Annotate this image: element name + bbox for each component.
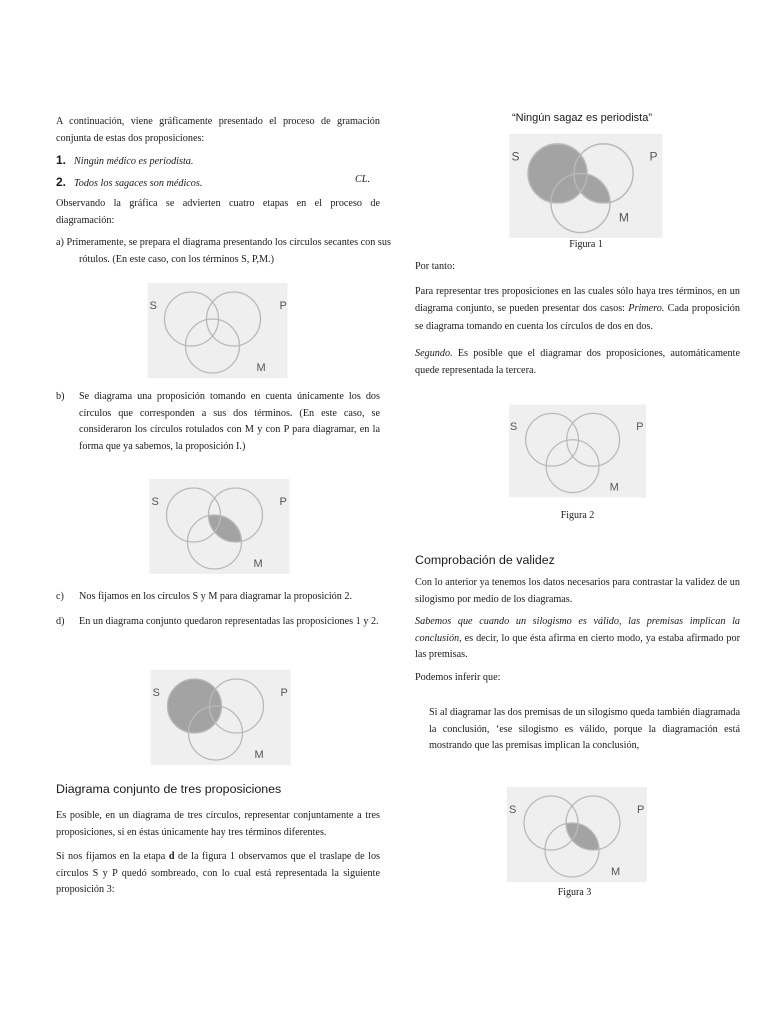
label-p: P <box>649 149 658 164</box>
label-m: M <box>256 362 266 374</box>
venn-figura-1 <box>506 134 666 238</box>
label-p: P <box>280 687 288 699</box>
label-s: S <box>509 420 518 433</box>
section-heading-validity: Comprobación de validez <box>415 553 555 567</box>
step-c <box>56 589 380 606</box>
venn-diagram-d <box>150 670 291 765</box>
step-b <box>56 389 380 455</box>
figura-2-caption: Figura 2 <box>560 510 595 521</box>
label-p: P <box>636 420 644 433</box>
primero-em: Primero. <box>628 303 665 315</box>
venn-figura-2 <box>509 404 646 498</box>
proposition-2-tag: CL. <box>355 174 371 185</box>
step-b-text: Se diagrama una proposición tomando en cuenta únicamente los dos círculos que corresponden a sus dos términos. (En este caso, se consideraron los círculos rotulados con M y con P para diagramar, en la forma que ya sabemos, la proposición I.) <box>79 391 380 452</box>
proposition-2-text: Todos los sagaces son médicos. <box>74 178 203 189</box>
por-tanto: Por tanto: <box>415 261 455 272</box>
quote-title: “Ningún sagaz es periodista” <box>512 112 653 124</box>
stage-d-text-b: de la figura 1 observamos que el traslape de los círculos S y P quedó sombreado, con lo cual está representada la siguiente proposición 3: <box>56 851 381 896</box>
label-p: P <box>279 300 287 312</box>
venn-diagram-a <box>147 283 288 378</box>
label-p: P <box>637 804 645 816</box>
proposition-1-text: Ningún médico es periodista. <box>74 156 194 167</box>
label-m: M <box>254 749 264 761</box>
figura-1-caption: Figura 1 <box>569 239 603 250</box>
label-s: S <box>151 496 159 508</box>
venn-figura-3 <box>507 787 647 882</box>
stage-d-paragraph <box>56 849 380 899</box>
step-d <box>56 614 380 631</box>
podemos-inferir: Podemos inferir que: <box>415 672 501 683</box>
label-m: M <box>609 481 619 494</box>
label-s: S <box>149 300 157 312</box>
label-s: S <box>152 687 160 699</box>
step-b-label: b) <box>56 391 65 402</box>
label-s: S <box>511 149 520 164</box>
stage-d-bold: d <box>168 851 175 862</box>
segundo-paragraph <box>415 346 740 379</box>
proposition-1 <box>56 151 380 169</box>
label-m: M <box>611 866 621 878</box>
intro-paragraph: A continuación, viene gráficamente presentado el proceso de gramación conjunta de estas dos proposiciones: <box>56 116 380 144</box>
venn-diagram-b <box>149 479 290 574</box>
label-s: S <box>509 804 517 816</box>
label-m: M <box>618 210 629 225</box>
segundo-em: Segundo. <box>415 348 453 359</box>
step-d-text: En un diagrama conjunto quedaron representadas las proposiciones 1 y 2. <box>79 616 379 627</box>
proposition-2-number: 2. <box>56 175 67 189</box>
valid-syllogism-text: es decir, lo que ésta afirma en cierto modo, ya estaba afirmado por las premisas. <box>415 632 740 661</box>
three-propositions-paragraph: Es posible, en un diagrama de tres círculos, representar conjuntamente a tres proposiciones, si en éstas únicamente hay tres términos diferentes. <box>56 810 380 838</box>
step-c-text: Nos fijamos en los círculos S y M para diagramar la proposición 2. <box>79 591 353 602</box>
label-m: M <box>253 558 263 570</box>
valid-syllogism-paragraph <box>415 614 740 664</box>
two-cases-paragraph <box>415 283 740 335</box>
stage-d-text-a: Si nos fijamos en la etapa <box>56 851 169 862</box>
step-d-label: d) <box>56 616 65 627</box>
section-heading-three-propositions: Diagrama conjunto de tres proposiciones <box>56 782 282 796</box>
valid-syllogism-em: Sabemos que cuando un silogismo es válido, las premisas implican la conclusión, <box>415 616 740 644</box>
proposition-1-number: 1. <box>56 153 67 167</box>
segundo-text: Es posible que el diagramar dos proposiciones, automáticamente quede representada la tercera. <box>415 348 740 376</box>
validity-paragraph: Con lo anterior ya tenemos los datos necesarios para contrastar la validez de un silogismo por medio de los diagramas. <box>415 577 740 605</box>
step-c-label: c) <box>56 591 64 602</box>
proposition-2 <box>56 173 380 191</box>
observe-paragraph: Observando la gráfica se advierten cuatro etapas en el proceso de diagramación: <box>56 198 380 226</box>
two-cases-text-a: Para representar tres proposiciones en las cuales sólo haya tres términos, en un diagrama conjunto, se pueden presentar dos casos: <box>415 286 740 315</box>
label-p: P <box>279 496 287 508</box>
figura-3-caption: Figura 3 <box>557 887 592 898</box>
two-cases-text-b: Cada proposición se diagrama tomando en cuenta los círculos de dos en dos. <box>415 303 740 332</box>
block-quote: Si al diagramar las dos premisas de un silogismo queda también diagramada la conclusión, ‘ese silogismo es válido, porque la diagramación está mostrando que las premisas implican la conclusión, <box>429 707 740 752</box>
step-a-text: a) Primeramente, se prepara el diagrama presentando los círculos secantes con sus rótulos. (En este caso, con los términos S, P,M.) <box>56 237 391 265</box>
